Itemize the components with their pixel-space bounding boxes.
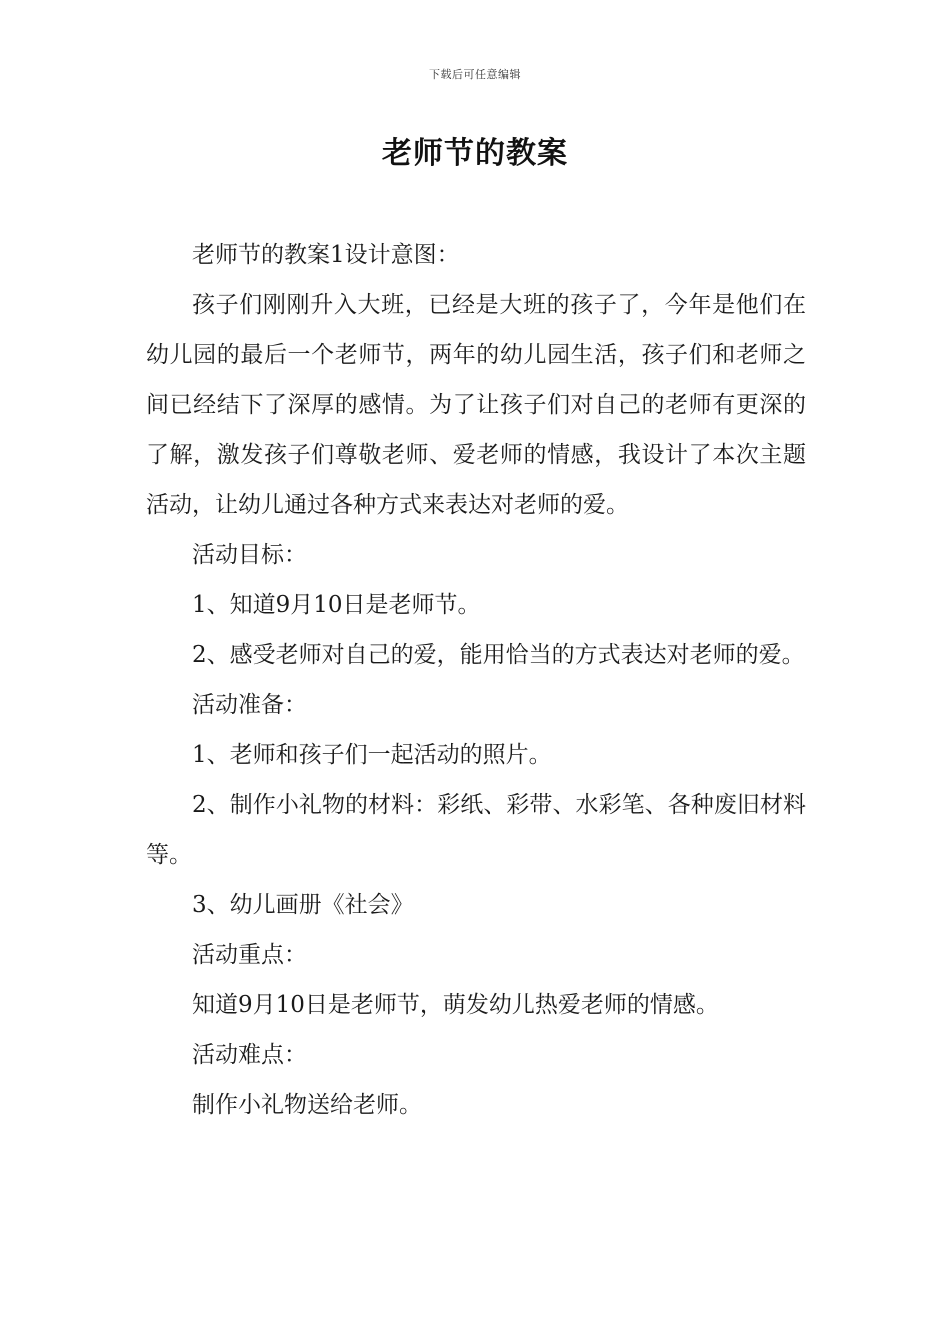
- paragraph-preparation-3: 3、幼儿画册《社会》: [192, 892, 414, 918]
- paragraph-goals-heading: 活动目标：: [192, 542, 307, 568]
- paragraph-key-point-heading: 活动重点：: [192, 942, 307, 968]
- paragraph-difficulty-body: 制作小礼物送给老师。: [192, 1092, 422, 1118]
- paragraph-design-intent-heading: 老师节的教案1设计意图：: [192, 242, 460, 268]
- paragraph-goal-1: 1、知道9月10日是老师节。: [192, 592, 481, 618]
- paragraph-design-intent-body: 孩子们刚刚升入大班，已经是大班的孩子了，今年是他们在幼儿园的最后一个老师节，两年的幼儿园生活，孩子们和老师之间已经结下了深厚的感情。为了让孩子们对自己的老师有更深的了解，激发孩子们尊敬老师、爱老师的情感，我设计了本次主题活动，让幼儿通过各种方式来表达对老师的爱。: [146, 292, 806, 518]
- paragraph-preparation-heading: 活动准备：: [192, 692, 307, 718]
- header-note: 下载后可任意编辑: [429, 68, 521, 81]
- paragraph-difficulty-heading: 活动难点：: [192, 1042, 307, 1068]
- page-title: 老师节的教案: [382, 136, 568, 171]
- document-body: [146, 230, 806, 1130]
- paragraph-goal-2: 2、感受老师对自己的爱，能用恰当的方式表达对老师的爱。: [192, 642, 805, 668]
- paragraph-preparation-2: 2、制作小礼物的材料：彩纸、彩带、水彩笔、各种废旧材料等。: [146, 792, 806, 868]
- paragraph-preparation-1: 1、老师和孩子们一起活动的照片。: [192, 742, 552, 768]
- paragraph-key-point-body: 知道9月10日是老师节，萌发幼儿热爱老师的情感。: [192, 992, 719, 1018]
